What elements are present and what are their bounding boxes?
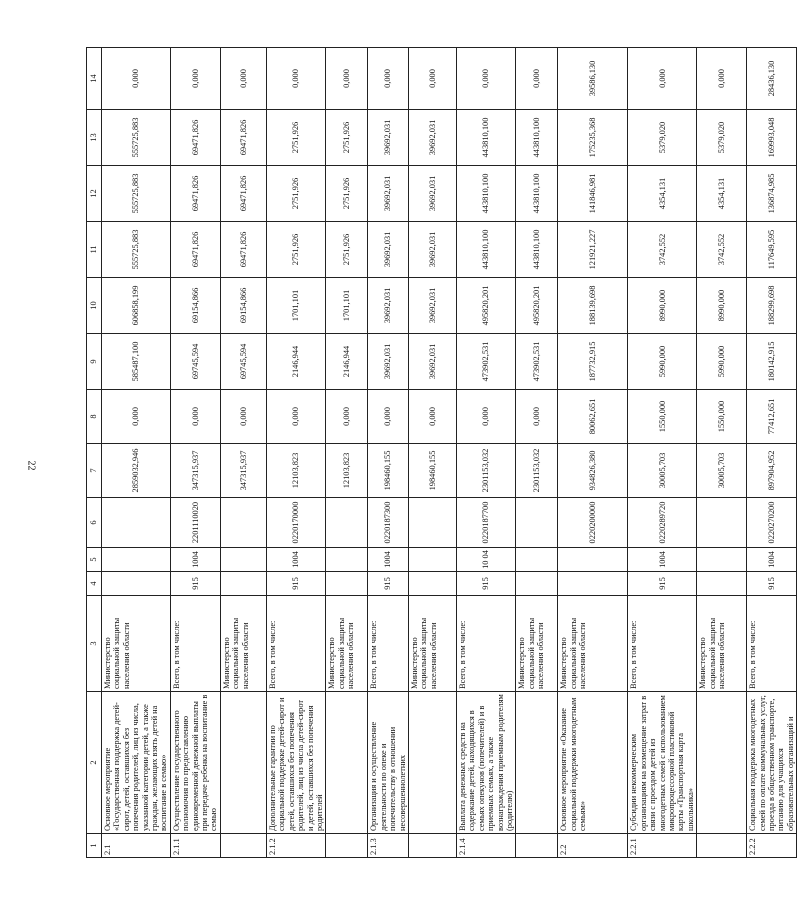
row-number-cell — [697, 834, 747, 858]
executor-cell: Министерство социальной защиты населения области — [697, 596, 747, 692]
value-cell: 39586,130 — [558, 48, 628, 110]
value-cell — [220, 572, 266, 596]
value-cell: 39692,031 — [368, 334, 409, 390]
value-cell: 1701,101 — [266, 278, 325, 334]
row-number-cell: 2.1.1 — [170, 834, 220, 858]
value-cell: 0,000 — [456, 48, 515, 110]
header-cell: 2 — [87, 692, 102, 834]
table-row — [220, 48, 266, 858]
table-row — [170, 48, 220, 858]
value-cell: 2751,926 — [266, 110, 325, 166]
header-cell: 3 — [87, 596, 102, 692]
value-cell — [558, 548, 628, 572]
value-cell: 39692,031 — [408, 334, 456, 390]
value-cell: 12103,823 — [326, 444, 368, 498]
executor-cell: Всего, в том числе: — [456, 596, 515, 692]
value-cell: 1004 — [170, 548, 220, 572]
value-cell: 0,000 — [628, 48, 697, 110]
row-number-cell — [516, 834, 558, 858]
value-cell: 555725,883 — [102, 110, 171, 166]
value-cell: 69471,826 — [170, 166, 220, 222]
header-cell: 5 — [87, 548, 102, 572]
activity-name-cell — [408, 692, 456, 834]
table-row — [747, 48, 797, 858]
header-cell: 4 — [87, 572, 102, 596]
value-cell — [102, 572, 171, 596]
value-cell: 2859032,946 — [102, 444, 171, 498]
value-cell — [102, 498, 171, 548]
value-cell: 2751,926 — [326, 222, 368, 278]
value-cell: 30005,703 — [628, 444, 697, 498]
executor-cell: Всего, в том числе: — [628, 596, 697, 692]
value-cell: 4354,131 — [697, 166, 747, 222]
row-number-cell: 2.1 — [102, 834, 171, 858]
value-cell: 495820,201 — [456, 278, 515, 334]
value-cell: 188299,698 — [747, 278, 797, 334]
value-cell: 897904,952 — [747, 444, 797, 498]
row-number-cell — [408, 834, 456, 858]
value-cell: 5990,000 — [697, 334, 747, 390]
executor-cell: Министерство социальной защиты населения области — [326, 596, 368, 692]
value-cell — [697, 572, 747, 596]
value-cell: 69154,866 — [220, 278, 266, 334]
value-cell — [516, 548, 558, 572]
value-cell: 2201110020 — [170, 498, 220, 548]
value-cell — [516, 498, 558, 548]
table-row — [102, 48, 171, 858]
value-cell: 80062,651 — [558, 390, 628, 444]
value-cell — [326, 548, 368, 572]
value-cell — [102, 548, 171, 572]
value-cell: 39692,031 — [408, 166, 456, 222]
activity-name-cell — [220, 692, 266, 834]
value-cell: 69745,594 — [220, 334, 266, 390]
table-row — [368, 48, 409, 858]
table-row — [697, 48, 747, 858]
row-number-cell: 2.1.2 — [266, 834, 325, 858]
activity-name-cell — [516, 692, 558, 834]
value-cell: 69471,826 — [220, 222, 266, 278]
value-cell: 2751,926 — [266, 166, 325, 222]
value-cell — [516, 572, 558, 596]
table-row — [558, 48, 628, 858]
value-cell: 0,000 — [456, 390, 515, 444]
value-cell: 585487,100 — [102, 334, 171, 390]
value-cell: 443810,100 — [456, 166, 515, 222]
table-row — [516, 48, 558, 858]
value-cell: 0220187700 — [456, 498, 515, 548]
value-cell: 473902,531 — [456, 334, 515, 390]
value-cell: 69471,826 — [220, 110, 266, 166]
value-cell: 136874,985 — [747, 166, 797, 222]
value-cell: 0,000 — [368, 48, 409, 110]
value-cell: 39692,031 — [368, 278, 409, 334]
value-cell: 1550,000 — [697, 390, 747, 444]
page-number: 22 — [25, 460, 37, 471]
header-cell: 7 — [87, 444, 102, 498]
value-cell: 180142,915 — [747, 334, 797, 390]
value-cell: 69471,826 — [170, 222, 220, 278]
value-cell: 39692,031 — [368, 110, 409, 166]
value-cell — [408, 548, 456, 572]
value-cell: 2146,944 — [266, 334, 325, 390]
value-cell — [558, 572, 628, 596]
value-cell: 2301153,032 — [456, 444, 515, 498]
value-cell: 10 04 — [456, 548, 515, 572]
value-cell: 1550,000 — [628, 390, 697, 444]
activity-name-cell: Выплата денежных средств на содержание детей, находящихся в семьях опекунов (попечителей) и в приемных семьях, а также вознаграждения приемным родителям (родителю) — [456, 692, 515, 834]
row-number-cell — [220, 834, 266, 858]
executor-cell: Министерство социальной защиты населения области — [220, 596, 266, 692]
value-cell: 69154,866 — [170, 278, 220, 334]
value-cell: 28436,130 — [747, 48, 797, 110]
value-cell: 2146,944 — [326, 334, 368, 390]
value-cell: 0,000 — [516, 48, 558, 110]
executor-cell: Министерство социальной защиты населения области — [102, 596, 171, 692]
value-cell: 3742,552 — [697, 222, 747, 278]
value-cell: 1004 — [628, 548, 697, 572]
value-cell: 0,000 — [170, 390, 220, 444]
value-cell — [220, 498, 266, 548]
table-row — [408, 48, 456, 858]
table-header-row — [87, 48, 102, 858]
program-table-rotated — [86, 48, 795, 858]
row-number-cell: 2.2.2 — [747, 834, 797, 858]
value-cell: 1004 — [747, 548, 797, 572]
value-cell: 0,000 — [170, 48, 220, 110]
value-cell: 915 — [368, 572, 409, 596]
value-cell: 188139,698 — [558, 278, 628, 334]
header-cell: 6 — [87, 498, 102, 548]
activity-name-cell: Осуществление государственного полномочия по предоставлению единовременной денежной выплаты при передаче ребенка на воспитание в семью — [170, 692, 220, 834]
value-cell: 77412,651 — [747, 390, 797, 444]
value-cell: 0220170000 — [266, 498, 325, 548]
executor-cell: Всего, в том числе: — [368, 596, 409, 692]
header-cell: 12 — [87, 166, 102, 222]
value-cell: 443810,100 — [516, 110, 558, 166]
value-cell: 0,000 — [220, 48, 266, 110]
value-cell — [697, 548, 747, 572]
value-cell: 39692,031 — [368, 166, 409, 222]
header-cell: 11 — [87, 222, 102, 278]
table-row — [628, 48, 697, 858]
executor-cell: Министерство социальной защиты населения области — [558, 596, 628, 692]
value-cell: 0,000 — [266, 48, 325, 110]
value-cell: 0,000 — [220, 390, 266, 444]
value-cell: 915 — [628, 572, 697, 596]
table-row — [326, 48, 368, 858]
value-cell: 4354,131 — [628, 166, 697, 222]
activity-name-cell: Социальная поддержка многодетных семей по оплате коммунальных услуг, проезда в общественном транспорте, питанию для учащихся образовательных организаций и — [747, 692, 797, 834]
activity-name-cell: Дополнительные гарантии по социальной поддержке детей-сирот и детей, оставшихся без попечения родителей, лиц из числа детей-сирот и детей, оставшихся без попечения родителей — [266, 692, 325, 834]
value-cell — [408, 572, 456, 596]
value-cell: 0,000 — [102, 390, 171, 444]
value-cell: 1701,101 — [326, 278, 368, 334]
program-funding-table — [86, 47, 797, 858]
executor-cell: Всего, в том числе: — [266, 596, 325, 692]
value-cell: 0,000 — [408, 48, 456, 110]
value-cell: 934826,380 — [558, 444, 628, 498]
value-cell: 555725,883 — [102, 222, 171, 278]
value-cell — [326, 572, 368, 596]
value-cell: 187732,915 — [558, 334, 628, 390]
value-cell: 69471,826 — [220, 166, 266, 222]
value-cell: 555725,883 — [102, 166, 171, 222]
value-cell: 443810,100 — [456, 222, 515, 278]
value-cell: 69471,826 — [170, 110, 220, 166]
activity-name-cell: Субсидии некоммерческим организациям на возмещение затрат в связи с проездом детей из многодетных семей с использованием микропроцессорной пластиковой карты «Транспортная карта школьника» — [628, 692, 697, 834]
header-cell: 9 — [87, 334, 102, 390]
value-cell: 3742,552 — [628, 222, 697, 278]
header-cell: 14 — [87, 48, 102, 110]
value-cell: 606858,199 — [102, 278, 171, 334]
value-cell: 443810,100 — [456, 110, 515, 166]
value-cell: 0220270200 — [747, 498, 797, 548]
header-cell: 13 — [87, 110, 102, 166]
value-cell: 915 — [456, 572, 515, 596]
table-row — [266, 48, 325, 858]
executor-cell: Всего, в том числе: — [170, 596, 220, 692]
value-cell: 347315,937 — [170, 444, 220, 498]
row-number-cell: 2.1.3 — [368, 834, 409, 858]
value-cell: 2751,926 — [326, 166, 368, 222]
value-cell: 5379,020 — [697, 110, 747, 166]
value-cell: 0,000 — [326, 48, 368, 110]
row-number-cell — [326, 834, 368, 858]
value-cell: 1004 — [368, 548, 409, 572]
value-cell: 198460,155 — [368, 444, 409, 498]
table-row — [456, 48, 515, 858]
value-cell: 39692,031 — [408, 222, 456, 278]
value-cell: 198460,155 — [408, 444, 456, 498]
value-cell: 0,000 — [697, 48, 747, 110]
value-cell — [326, 498, 368, 548]
value-cell: 175235,368 — [558, 110, 628, 166]
executor-cell: Всего, в том числе: — [747, 596, 797, 692]
value-cell: 915 — [747, 572, 797, 596]
executor-cell: Министерство социальной защиты населения области — [408, 596, 456, 692]
value-cell: 0220200000 — [558, 498, 628, 548]
value-cell: 117649,595 — [747, 222, 797, 278]
row-number-cell: 2.2.1 — [628, 834, 697, 858]
activity-name-cell — [697, 692, 747, 834]
value-cell: 0,000 — [368, 390, 409, 444]
value-cell: 2751,926 — [326, 110, 368, 166]
value-cell: 347315,937 — [220, 444, 266, 498]
value-cell: 121921,227 — [558, 222, 628, 278]
row-number-cell: 2.1.4 — [456, 834, 515, 858]
value-cell: 443810,100 — [516, 222, 558, 278]
value-cell: 141846,981 — [558, 166, 628, 222]
value-cell: 915 — [170, 572, 220, 596]
value-cell — [697, 498, 747, 548]
value-cell: 2301153,032 — [516, 444, 558, 498]
value-cell: 0,000 — [266, 390, 325, 444]
row-number-cell: 2.2 — [558, 834, 628, 858]
value-cell: 8990,000 — [697, 278, 747, 334]
value-cell: 8990,000 — [628, 278, 697, 334]
activity-name-cell: Основное мероприятие «Оказание социальной поддержки многодетным семьям» — [558, 692, 628, 834]
value-cell — [408, 498, 456, 548]
value-cell: 0,000 — [326, 390, 368, 444]
value-cell: 69745,594 — [170, 334, 220, 390]
value-cell — [220, 548, 266, 572]
executor-cell: Министерство социальной защиты населения области — [516, 596, 558, 692]
value-cell: 12103,823 — [266, 444, 325, 498]
value-cell: 0,000 — [102, 48, 171, 110]
value-cell: 0220289720 — [628, 498, 697, 548]
value-cell: 30005,703 — [697, 444, 747, 498]
value-cell: 0,000 — [408, 390, 456, 444]
header-cell: 1 — [87, 834, 102, 858]
value-cell: 39692,031 — [368, 222, 409, 278]
value-cell: 1004 — [266, 548, 325, 572]
activity-name-cell: Основное мероприятие «Государственная поддержка детей-сирот, детей, оставшихся без попечения родителей, лиц из числа, указанной категории детей, а также граждан, желающих взять детей на воспитание в семью» — [102, 692, 171, 834]
activity-name-cell — [326, 692, 368, 834]
header-cell: 8 — [87, 390, 102, 444]
value-cell: 495820,201 — [516, 278, 558, 334]
value-cell: 39692,031 — [408, 278, 456, 334]
value-cell: 915 — [266, 572, 325, 596]
value-cell: 2751,926 — [266, 222, 325, 278]
header-cell: 10 — [87, 278, 102, 334]
value-cell: 39692,031 — [408, 110, 456, 166]
value-cell: 5990,000 — [628, 334, 697, 390]
value-cell: 0220187300 — [368, 498, 409, 548]
value-cell: 443810,100 — [516, 166, 558, 222]
activity-name-cell: Организация и осуществление деятельности по опеке и попечительству в отношении несовершеннолетних — [368, 692, 409, 834]
value-cell: 473902,531 — [516, 334, 558, 390]
value-cell: 0,000 — [516, 390, 558, 444]
value-cell: 5379,020 — [628, 110, 697, 166]
value-cell: 169993,048 — [747, 110, 797, 166]
